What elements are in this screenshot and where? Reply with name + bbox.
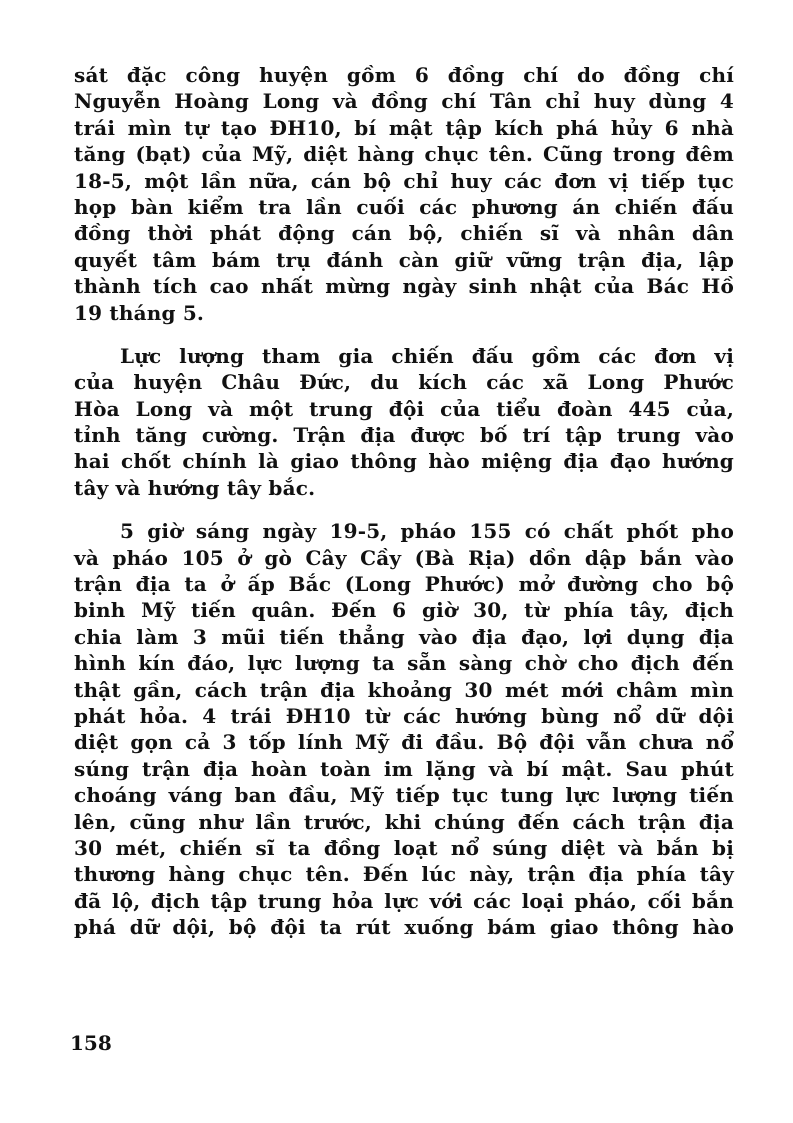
text-line: tăng (bạt) của Mỹ, diệt hàng chục tên. Cũng trong đêm	[74, 142, 734, 167]
text-line: 30 mét, chiến sĩ ta đồng loạt nổ súng diệt và bắn bị	[74, 835, 734, 860]
text-line: Nguyễn Hoàng Long và đồng chí Tân chỉ huy dùng 4	[74, 89, 734, 114]
text-line: và pháo 105 ở gò Cây Cầy (Bà Rịa) dồn dập bắn vào	[74, 545, 734, 570]
text-line: quyết tâm bám trụ đánh càn giữ vững trận địa, lập	[74, 247, 734, 272]
text-line: thành tích cao nhất mừng ngày sinh nhật của Bác Hồ	[74, 274, 734, 299]
text-line: phát hỏa. 4 trái ĐH10 từ các hướng bùng nổ dữ dội	[74, 703, 734, 728]
page-number: 158	[70, 1031, 112, 1055]
text-line: tây và hướng tây bắc.	[74, 475, 316, 500]
text-line: Lực lượng tham gia chiến đấu gồm các đơn vị	[120, 343, 734, 368]
text-line: choáng váng ban đầu, Mỹ tiếp tục tung lực lượng tiến	[74, 783, 734, 808]
text-line: thật gần, cách trận địa khoảng 30 mét mới châm mìn	[74, 677, 734, 702]
text-line: phá dữ dội, bộ đội ta rút xuống bám giao thông hào	[74, 915, 734, 940]
text-line: tỉnh tăng cường. Trận địa được bố trí tập trung vào	[74, 423, 734, 448]
text-line: trận địa ta ở ấp Bắc (Long Phước) mở đường cho bộ	[74, 572, 734, 597]
text-line: đã lộ, địch tập trung hỏa lực với các loại pháo, cối bắn	[74, 888, 734, 913]
text-line: 5 giờ sáng ngày 19-5, pháo 155 có chất phốt pho	[120, 519, 734, 544]
text-line: lên, cũng như lần trước, khi chúng đến cách trận địa	[74, 809, 734, 834]
text-line: chia làm 3 mũi tiến thẳng vào địa đạo, lợi dụng địa	[74, 624, 734, 649]
text-line: diệt gọn cả 3 tốp lính Mỹ đi đầu. Bộ đội vẫn chưa nổ	[74, 730, 734, 755]
text-line: đồng thời phát động cán bộ, chiến sĩ và nhân dân	[74, 221, 734, 246]
text-line: hai chốt chính là giao thông hào miệng địa đạo hướng	[74, 449, 734, 474]
paragraph-gap	[74, 326, 734, 343]
text-line: binh Mỹ tiến quân. Đến 6 giờ 30, từ phía tây, địch	[74, 598, 734, 623]
text-line: thương hàng chục tên. Đến lúc này, trận địa phía tây	[74, 862, 734, 887]
paragraph-gap	[74, 501, 734, 518]
body-text	[74, 62, 734, 941]
text-line: sát đặc công huyện gồm 6 đồng chí do đồng chí	[74, 63, 734, 87]
text-line: 18-5, một lần nữa, cán bộ chỉ huy các đơn vị tiếp tục	[74, 168, 734, 193]
paragraph-3	[74, 518, 734, 940]
paragraph-1	[74, 62, 734, 326]
text-line: họp bàn kiểm tra lần cuối các phương án chiến đấu	[74, 194, 734, 219]
paragraph-2	[74, 343, 734, 501]
text-line: Hòa Long và một trung đội của tiểu đoàn 445 của,	[74, 396, 734, 421]
text-line: của huyện Châu Đức, du kích các xã Long Phước	[74, 370, 734, 395]
text-line: súng trận địa hoàn toàn im lặng và bí mật. Sau phút	[74, 756, 734, 781]
text-line: trái mìn tự tạo ĐH10, bí mật tập kích phá hủy 6 nhà	[74, 115, 734, 140]
text-line: 19 tháng 5.	[74, 300, 205, 325]
text-line: hình kín đáo, lực lượng ta sẵn sàng chờ cho địch đến	[74, 651, 734, 676]
